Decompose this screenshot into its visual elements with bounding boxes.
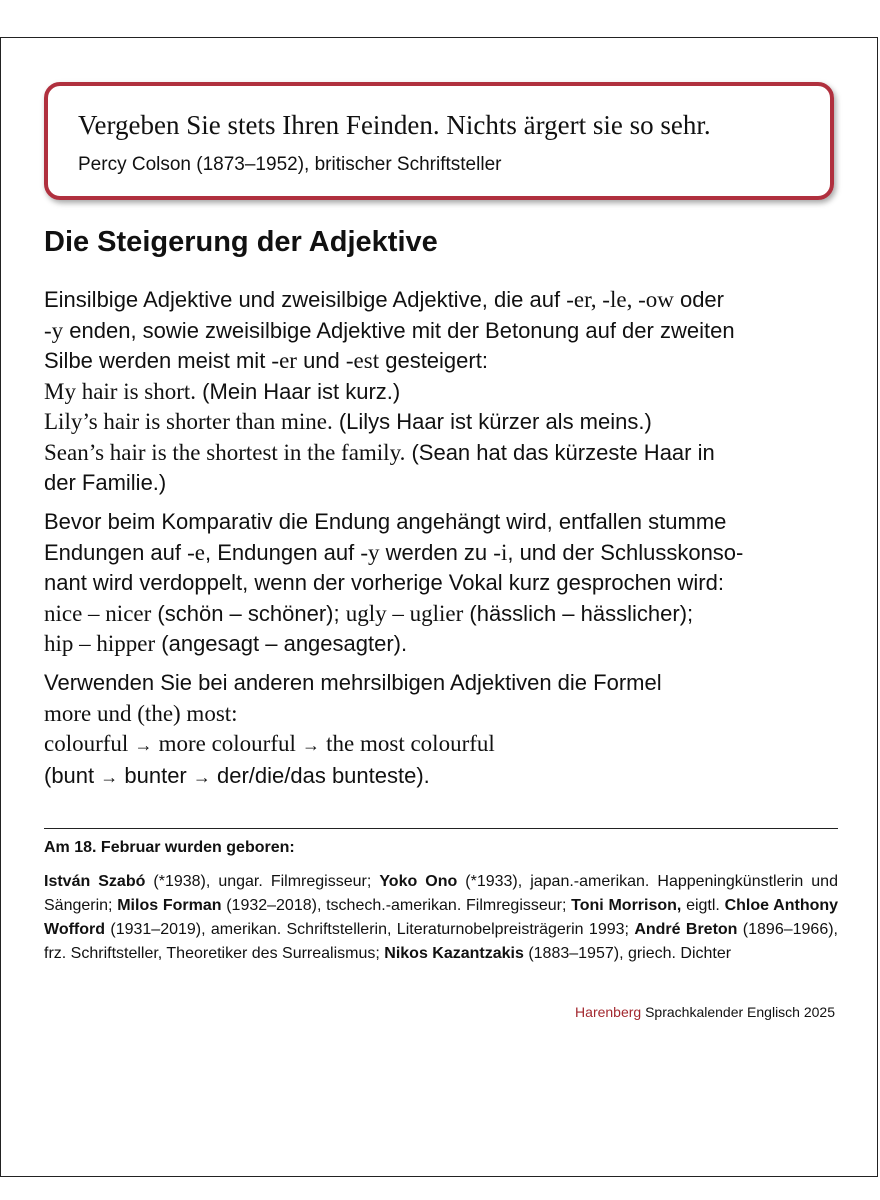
suffix-span: -er: [271, 348, 297, 373]
english-example: Sean’s hair is the shortest in the family.: [44, 439, 406, 465]
arrow-right-icon: →: [100, 766, 119, 787]
german-translation: (Mein Haar ist kurz.): [196, 378, 401, 404]
person-info: (1896–1966), frz. Schriftsteller, Theoretiker des Surrealismus;: [44, 921, 838, 962]
text-span: Verwenden Sie bei anderen mehrsilbigen Adjektiven die Formel: [44, 670, 662, 695]
paragraph-rule-spelling-changes: [44, 507, 844, 660]
german-translation: (angesagt – angesagter).: [155, 631, 408, 656]
text-span: , und der Schlusskonso-: [507, 539, 744, 565]
text-span: oder: [673, 287, 724, 312]
suffix-span: -er, -le, -ow: [566, 287, 674, 312]
arrow-right-icon: →: [134, 735, 153, 755]
suffix-span: -e: [187, 539, 206, 565]
page-title: Die Steigerung der Adjektive: [44, 226, 438, 258]
paragraph-rule-long-adjectives: [44, 668, 844, 792]
text-span: , Endungen auf: [205, 539, 361, 565]
english-example: the most colourful: [326, 731, 495, 756]
german-translation: (schön – schöner);: [151, 600, 346, 626]
english-example: more: [44, 700, 92, 726]
person-name: István Szabó: [44, 873, 146, 890]
footer-credit: [575, 1004, 835, 1020]
text-span: Bevor beim Komparativ die Endung angehängt wird, entfallen stumme: [44, 509, 727, 534]
quote-box: [44, 82, 834, 200]
person-name: André Breton: [634, 921, 738, 938]
german-translation: bunter: [118, 762, 193, 788]
text-span: und: [91, 700, 138, 726]
birthdays-heading: Am 18. Februar wurden geboren:: [44, 839, 295, 856]
calendar-title: Sprachkalender Englisch 2025: [641, 1004, 835, 1020]
german-translation: der Familie.): [44, 470, 167, 495]
english-example: more colourful: [158, 731, 296, 756]
suffix-span: -i: [493, 539, 508, 565]
person-name: Nikos Kazantzakis: [384, 945, 524, 962]
text-span: :: [231, 700, 238, 726]
quote-text: Vergeben Sie stets Ihren Feinden. Nichts ärgert sie so sehr.: [78, 110, 711, 140]
english-example: (the) most: [137, 700, 232, 726]
person-info: (1883–1957), griech. Dichter: [523, 945, 732, 962]
person-info: eigtl.: [681, 897, 725, 914]
english-example: ugly – uglier: [345, 600, 464, 626]
text-span: Einsilbige Adjektive und zweisilbige Adjektive, die auf: [44, 287, 567, 312]
german-translation: (Sean hat das kürzeste Haar in: [405, 439, 715, 465]
english-example: colourful: [44, 731, 129, 756]
text-span: gesteigert:: [379, 348, 488, 373]
text-span: Endungen auf: [44, 539, 188, 565]
german-translation: (bunt: [44, 762, 101, 788]
person-info: (*1938), ungar. Filmregisseur;: [145, 873, 380, 890]
english-example: My hair is short.: [44, 378, 197, 404]
english-example: nice – nicer: [44, 600, 152, 626]
suffix-span: -y: [360, 539, 380, 565]
person-info: (*1933), japan.-amerikan. Happeningkünstlerin und Sängerin;: [44, 873, 838, 914]
birthdays-list: [44, 870, 838, 966]
english-example: hip – hipper: [44, 631, 156, 656]
quote-author: Percy Colson (1873–1952), britischer Schriftsteller: [78, 154, 502, 175]
german-translation: der/die/das bunteste).: [210, 762, 430, 788]
text-span: Silbe werden meist mit: [44, 348, 272, 373]
person-info: (1931–2019), amerikan. Schriftstellerin, Literaturnobelpreisträgerin 1993;: [105, 921, 635, 938]
text-span: und: [296, 348, 346, 373]
suffix-span: -est: [345, 348, 380, 373]
person-name: Toni Morrison,: [571, 897, 682, 914]
german-translation: (hässlich – hässlicher);: [463, 600, 694, 626]
suffix-span: -y: [44, 317, 64, 343]
arrow-right-icon: →: [302, 735, 321, 755]
person-name: Yoko Ono: [379, 873, 458, 890]
person-name: Milos Forman: [117, 897, 222, 914]
publisher-brand: Harenberg: [575, 1004, 642, 1020]
arrow-right-icon: →: [192, 766, 211, 787]
paragraph-rule-short-adjectives: [44, 285, 844, 499]
person-name: Chloe Anthony Wofford: [44, 897, 839, 938]
text-span: werden zu: [379, 539, 494, 565]
calendar-page: [0, 37, 878, 1177]
person-info: (1932–2018), tschech.-amerikan. Filmregisseur;: [221, 897, 572, 914]
german-translation: (Lilys Haar ist kürzer als meins.): [332, 409, 652, 434]
divider: [44, 828, 838, 829]
text-span: nant wird verdoppelt, wenn der vorherige Vokal kurz gesprochen wird:: [44, 570, 724, 595]
english-example: Lily’s hair is shorter than mine.: [44, 409, 333, 434]
text-span: enden, sowie zweisilbige Adjektive mit der Betonung auf der zweiten: [63, 317, 735, 343]
